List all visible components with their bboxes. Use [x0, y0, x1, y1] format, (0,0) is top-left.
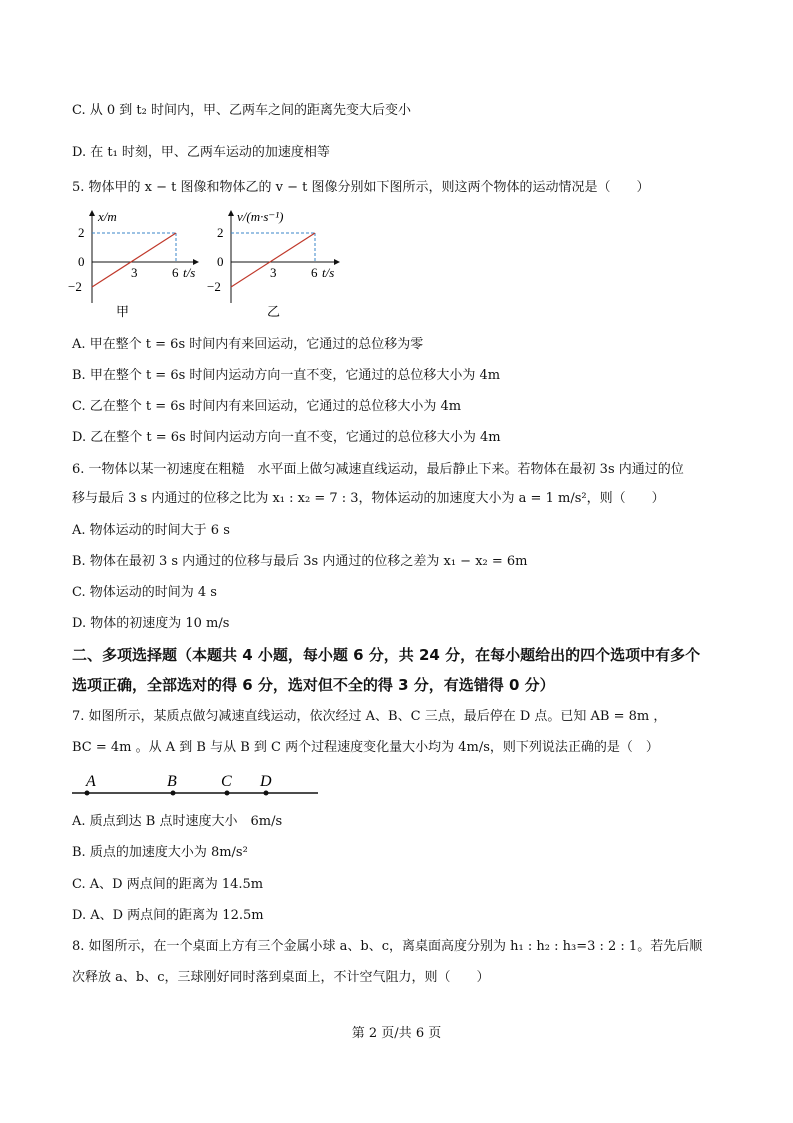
q5-stem: 5. 物体甲的 x − t 图像和物体乙的 v − t 图像分别如下图所示，则这两个物体的运动情况是（ ） — [72, 180, 650, 195]
q8-stem-line1: 8. 如图所示，在一个桌面上方有三个金属小球 a、b、c，离桌面高度分别为 h₁ : h₂ : h₃=3 : 2 : 1。若先后顺 — [72, 939, 703, 954]
x-tick-6: 6 — [311, 265, 318, 280]
point-c — [225, 791, 230, 796]
point-b — [171, 791, 176, 796]
y-axis-label: x/m — [98, 209, 117, 224]
q5-figure-jia — [66, 205, 206, 320]
q6-stem-line1: 6. 一物体以某一初速度在粗糙 水平面上做匀减速直线运动，最后静止下来。若物体在最初 3s 内通过的位 — [72, 462, 684, 477]
y-tick-neg2: −2 — [68, 279, 82, 294]
y-axis-label: v/(m·s⁻¹) — [237, 209, 284, 224]
q7-option-d: D. A、D 两点间的距离为 12.5m — [72, 908, 264, 923]
q6-option-b: B. 物体在最初 3 s 内通过的位移与最后 3s 内通过的位移之差为 x₁ − x₂ = 6m — [72, 554, 528, 569]
q6-option-d: D. 物体的初速度为 10 m/s — [72, 616, 230, 631]
q4-option-d: D. 在 t₁ 时刻，甲、乙两车运动的加速度相等 — [72, 145, 330, 160]
q5-option-d: D. 乙在整个 t = 6s 时间内运动方向一直不变，它通过的总位移大小为 4m — [72, 430, 501, 445]
point-a — [85, 791, 90, 796]
point-d — [264, 791, 269, 796]
q6-option-c: C. 物体运动的时间为 4 s — [72, 585, 217, 600]
y-tick-0: 0 — [217, 254, 224, 269]
x-axis-label: t/s — [183, 265, 196, 280]
page-footer: 第 2 页/共 6 页 — [351, 1026, 442, 1041]
x-tick-6: 6 — [172, 265, 179, 280]
figure-caption: 甲 — [116, 304, 130, 319]
q7-option-b: B. 质点的加速度大小为 8m/s² — [72, 845, 248, 860]
section-heading-line2: 选项正确，全部选对的得 6 分，选对但不全的得 3 分，有选错得 0 分） — [72, 676, 555, 694]
section-heading-line1: 二、多项选择题（本题共 4 小题，每小题 6 分，共 24 分，在每小题给出的四个选项中有多个 — [72, 646, 701, 664]
label-b: B — [167, 773, 177, 790]
figure-caption: 乙 — [267, 304, 281, 319]
q5-option-b: B. 甲在整个 t = 6s 时间内运动方向一直不变，它通过的总位移大小为 4m — [72, 368, 501, 383]
label-d: D — [260, 773, 272, 790]
q7-stem-line1: 7. 如图所示，某质点做匀减速直线运动，依次经过 A、B、C 三点，最后停在 D 点。已知 AB = 8m ， — [72, 709, 667, 724]
q6-stem-line2: 移与最后 3 s 内通过的位移之比为 x₁ : x₂ = 7 : 3，物体运动的加速度大小为 a = 1 m/s²，则（ ） — [72, 491, 665, 506]
x-tick-3: 3 — [270, 265, 277, 280]
q7-option-c: C. A、D 两点间的距离为 14.5m — [72, 877, 264, 892]
x-tick-3: 3 — [131, 265, 138, 280]
q8-stem-line2: 次释放 a、b、c，三球刚好同时落到桌面上，不计空气阻力，则（ ） — [72, 970, 490, 985]
x-axis-label: t/s — [322, 265, 335, 280]
label-a: A — [86, 773, 96, 790]
q7-stem-line2: BC = 4m 。从 A 到 B 与从 B 到 C 两个过程速度变化量大小均为 4m/s，则下列说法正确的是（ ） — [72, 740, 659, 755]
y-tick-2: 2 — [78, 225, 85, 240]
label-c: C — [221, 773, 232, 790]
y-tick-2: 2 — [217, 225, 224, 240]
q5-option-a: A. 甲在整个 t = 6s 时间内有来回运动，它通过的总位移为零 — [72, 337, 424, 352]
q5-option-c: C. 乙在整个 t = 6s 时间内有来回运动，它通过的总位移大小为 4m — [72, 399, 462, 414]
q7-figure — [70, 768, 330, 804]
q6-option-a: A. 物体运动的时间大于 6 s — [72, 523, 230, 538]
q5-figure-yi — [205, 205, 355, 320]
y-tick-0: 0 — [78, 254, 85, 269]
y-tick-neg2: −2 — [207, 279, 221, 294]
q4-option-c: C. 从 0 到 t₂ 时间内，甲、乙两车之间的距离先变大后变小 — [72, 103, 411, 118]
q7-option-a: A. 质点到达 B 点时速度大小 6m/s — [72, 814, 283, 829]
